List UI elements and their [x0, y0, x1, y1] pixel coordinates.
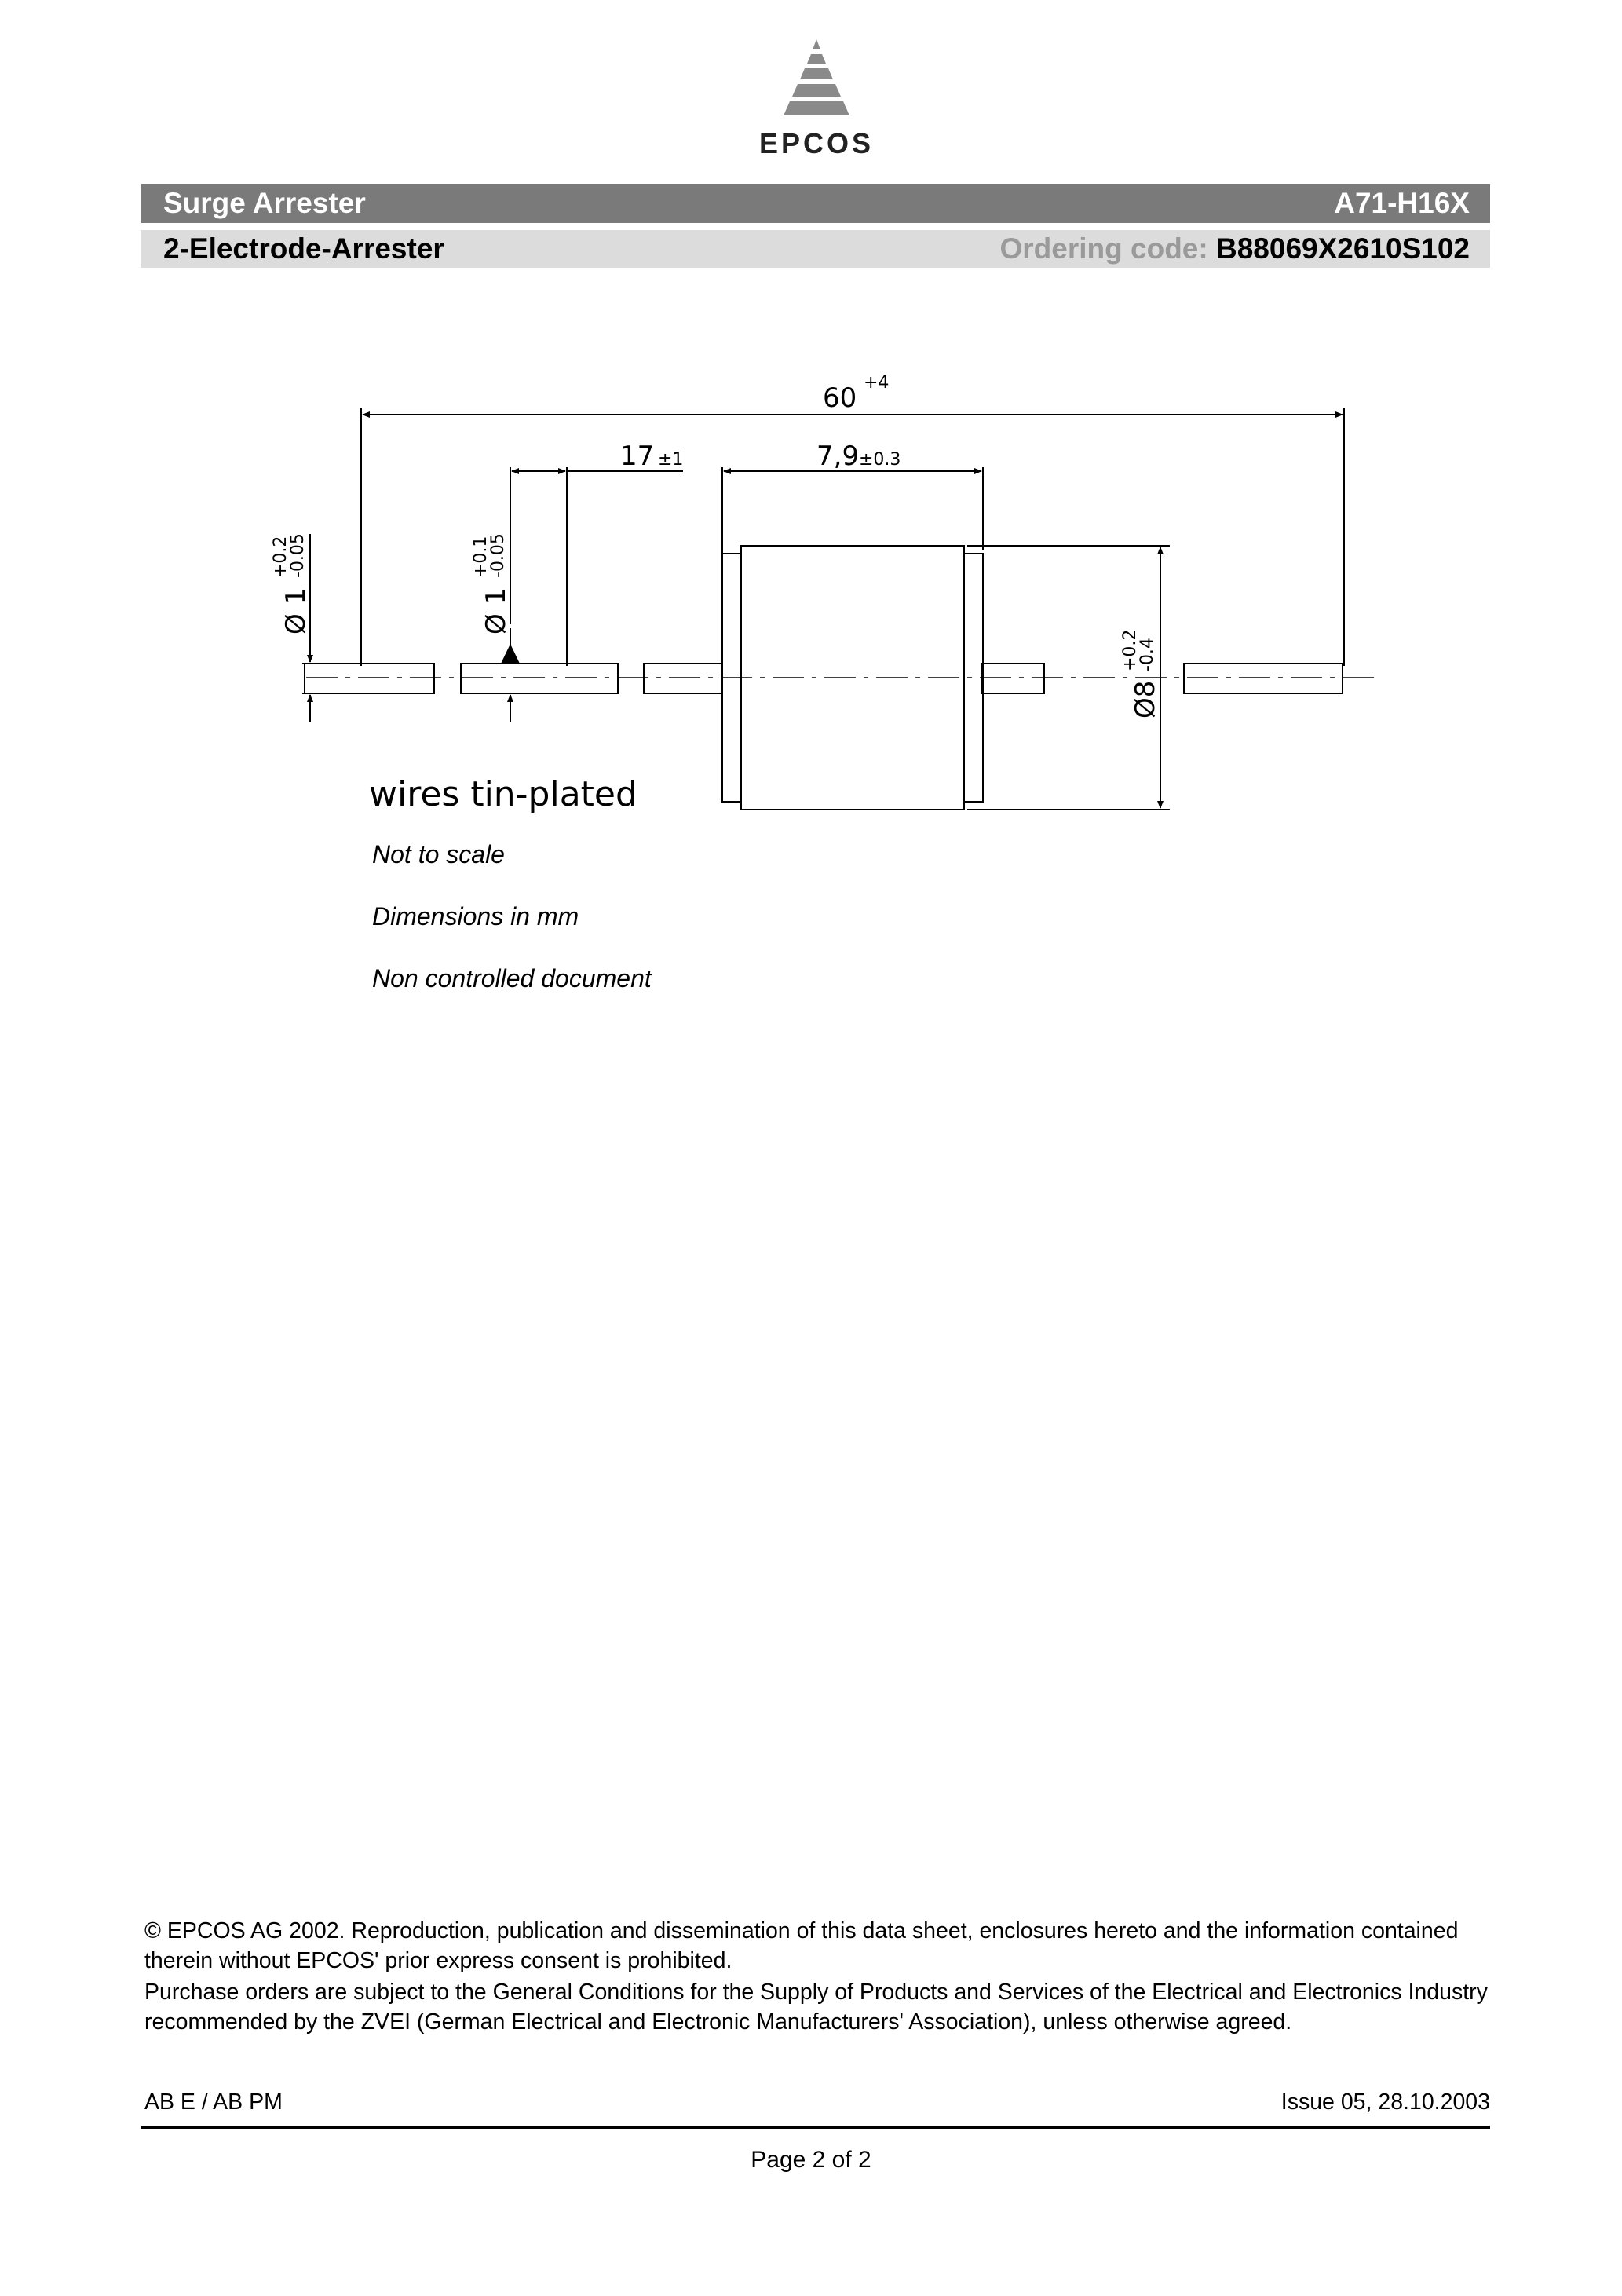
- footer-purchase-terms: Purchase orders are subject to the General Conditions for the Supply of Products and Services of the Electrical and Electronics Industry recommended by the ZVEI (German Electrical and Electronic Manufacturers' Association), unless otherwise agreed.: [144, 1980, 1488, 2035]
- weld-mark: [501, 644, 520, 664]
- note-units: Dimensions in mm: [372, 902, 579, 930]
- dim-wire-length: 17: [620, 441, 655, 472]
- dia-body-tol-lower: -0.4: [1138, 638, 1157, 671]
- dia-wire-2-tol-lower: -0.05: [488, 533, 508, 578]
- product-subtitle: 2-Electrode-Arrester: [163, 232, 444, 265]
- footer-divider: [141, 2126, 1490, 2129]
- dia-wire-2-tol-upper: +0.1: [471, 536, 491, 578]
- footer-copyright: © EPCOS AG 2002. Reproduction, publication and dissemination of this data sheet, enclosures hereto and the information contained therein without EPCOS' prior express consent is prohibited.: [144, 1918, 1459, 1973]
- epcos-wordmark: EPCOS: [758, 127, 875, 159]
- footer-department: AB E / AB PM: [144, 2089, 283, 2115]
- dia-wire-1-tol-lower: -0.05: [288, 533, 308, 578]
- type-code: A71-H16X: [1334, 187, 1470, 219]
- wires-note: wires tin-plated: [369, 774, 637, 814]
- page-number: Page 2 of 2: [751, 2147, 871, 2173]
- dia-wire-1-tol-upper: +0.2: [271, 536, 290, 578]
- ordering-code-value: B88069X2610S102: [1215, 232, 1470, 265]
- dia-wire-2: Ø 1: [480, 587, 512, 634]
- footer-issue: Issue 05, 28.10.2003: [1280, 2089, 1490, 2115]
- dim-body-length-tol: ±0.3: [859, 450, 901, 470]
- dia-body: Ø8: [1130, 680, 1161, 718]
- dim-total-tol: +4: [864, 373, 890, 393]
- dia-body-tol-upper: +0.2: [1120, 629, 1140, 671]
- dim-body-length: 7,9: [816, 441, 860, 472]
- wire-left: [305, 664, 722, 693]
- note-controlled: Non controlled document: [372, 964, 652, 993]
- dia-wire-1: Ø 1: [280, 587, 312, 634]
- dim-total: 60: [823, 382, 857, 414]
- note-scale: Not to scale: [372, 840, 505, 868]
- wire-right: [981, 664, 1343, 693]
- product-title: Surge Arrester: [163, 187, 366, 219]
- dimension-drawing: [0, 0, 1622, 864]
- ordering-code-label: Ordering code:: [999, 232, 1208, 265]
- dim-wire-length-tol: ±1: [658, 450, 684, 470]
